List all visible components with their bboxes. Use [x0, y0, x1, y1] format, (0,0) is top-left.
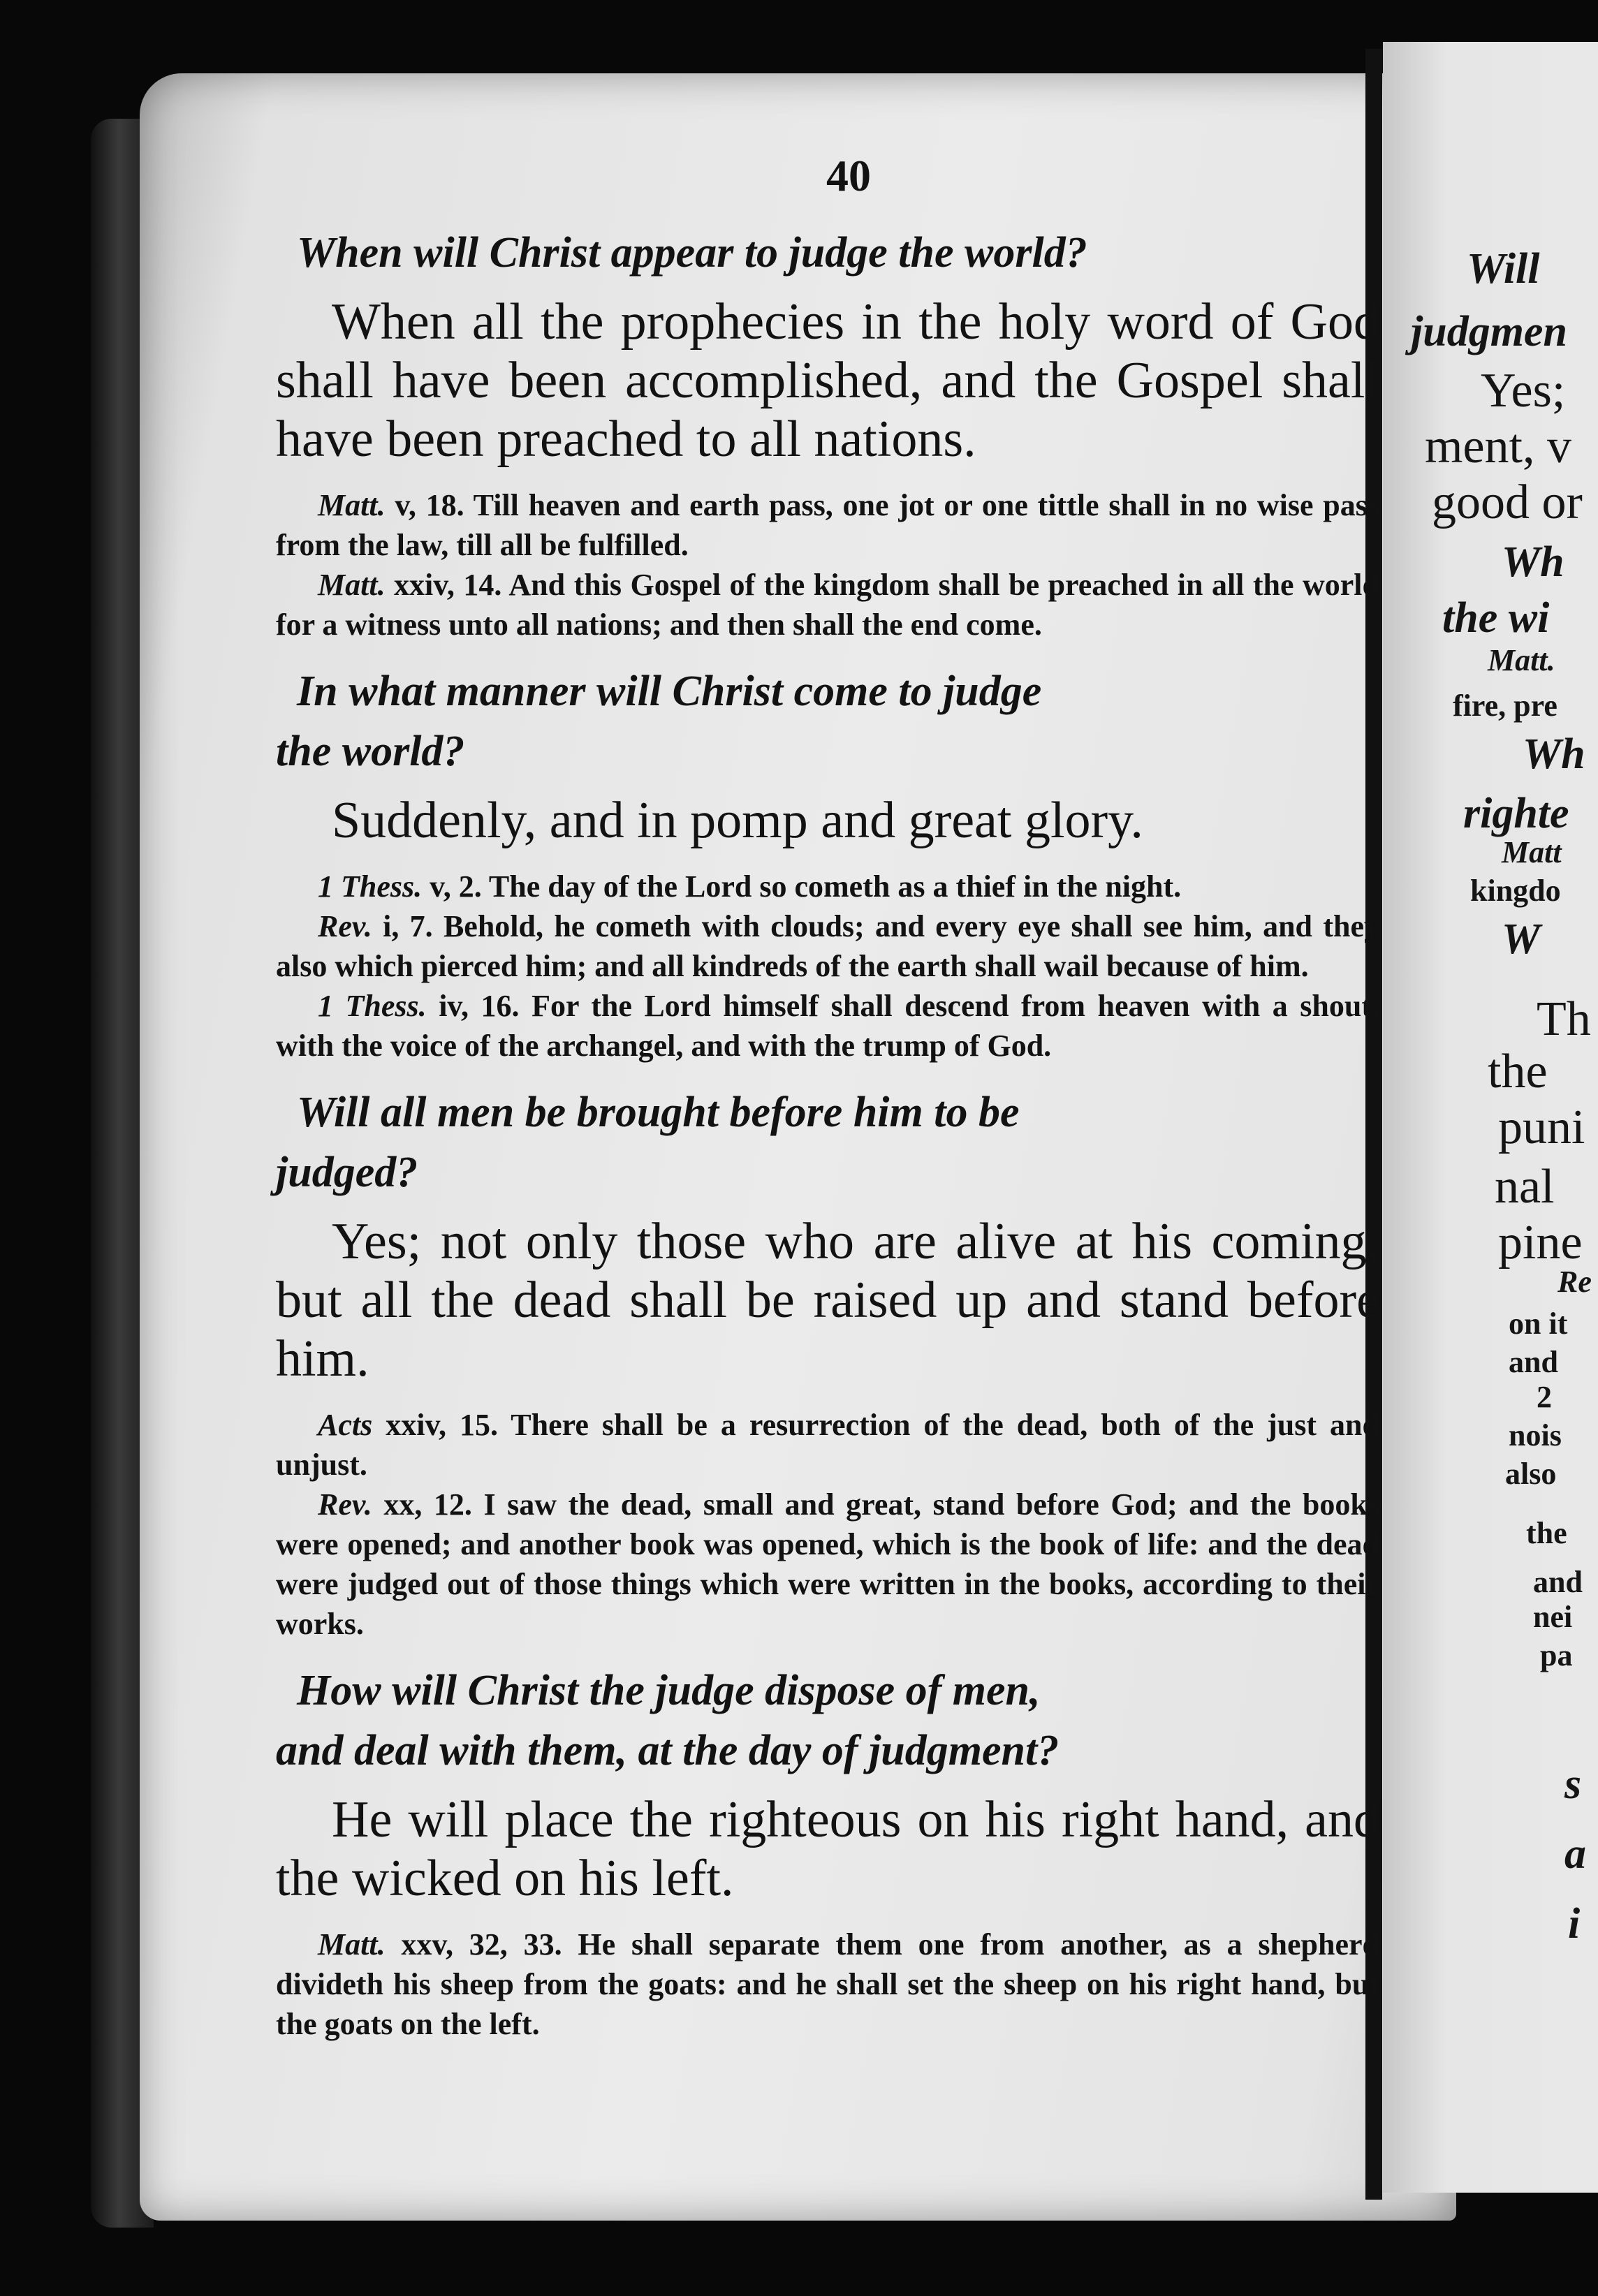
facing-page-fragment: nal [1495, 1160, 1555, 1214]
facing-page-fragment: Matt [1502, 835, 1562, 869]
scripture-citation [276, 1405, 1379, 1485]
facing-page-fragment: judgmen [1411, 308, 1567, 355]
scripture-text: iv, 16. For the Lord himself shall descend from heaven with a shout, with the voice of the archangel, and with the trump of God. [276, 989, 1379, 1063]
facing-page-fragment: i [1568, 1900, 1581, 1948]
facing-page-fragment: pa [1540, 1638, 1573, 1672]
facing-page-fragment: the wi [1442, 594, 1550, 642]
facing-page-fragment: s [1564, 1760, 1582, 1808]
scripture-text: v, 2. The day of the Lord so cometh as a thief in the night. [422, 869, 1182, 904]
facing-page-fragment: 2 [1537, 1380, 1552, 1414]
scripture-text: xxiv, 14. And this Gospel of the kingdom shall be preached in all the world for a witness unto all nations; and then shall the end come. [276, 568, 1379, 642]
facing-page-fragment: and [1509, 1345, 1558, 1379]
facing-page-fragment: puni [1498, 1101, 1585, 1154]
question-heading [276, 1661, 1379, 1781]
question-line: and deal with them, at the day of judgment? [276, 1727, 1060, 1774]
scripture-text: xxv, 32, 33. He shall separate them one from another, as a shepherd divideth his sheep from the goats: and he shall set the sheep on his right hand, but the goats on the left. [276, 1927, 1379, 2041]
facing-page-fragment: Th [1537, 992, 1591, 1046]
scripture-citation [276, 1485, 1379, 1644]
facing-page-fragment: W [1502, 915, 1541, 963]
facing-page-fragment: pine [1498, 1216, 1583, 1270]
facing-page-fragment: Wh [1502, 538, 1564, 586]
facing-page-fragment: righte [1463, 790, 1569, 837]
question-heading [276, 223, 1379, 283]
facing-page-fragment: the [1488, 1045, 1548, 1098]
scripture-reference: Rev. [318, 1487, 372, 1522]
scripture-citation [276, 565, 1379, 645]
scripture-citation [276, 986, 1379, 1066]
facing-page-fragment: Yes; [1481, 364, 1566, 418]
facing-page-fragment: Will [1467, 245, 1540, 293]
scripture-reference: 1 Thess. [318, 869, 423, 904]
question-line: When will Christ appear to judge the world? [297, 229, 1087, 277]
facing-page-fragment: nois [1509, 1418, 1562, 1452]
facing-page-fragment: ment, v [1425, 420, 1571, 473]
facing-page-fragment: a [1564, 1830, 1586, 1878]
scripture-text: xx, 12. I saw the dead, small and great, stand before God; and the books were opened; and another book was opened, which is the book of life: and the dead were judged out of those things which were written in the books, according to their works. [276, 1487, 1379, 1641]
facing-page-fragment: also [1505, 1457, 1557, 1491]
facing-page-fragment: fire, pre [1453, 689, 1557, 723]
scripture-reference: Matt. [318, 1927, 386, 1962]
facing-page-fragment: good or [1432, 476, 1583, 529]
question-line: How will Christ the judge dispose of men, [297, 1667, 1041, 1714]
qa-section [276, 1661, 1379, 2044]
scripture-citation [276, 867, 1379, 906]
qa-section [276, 661, 1379, 1066]
question-line: judged? [276, 1149, 418, 1196]
facing-page-fragment: and [1533, 1565, 1583, 1599]
facing-page-fragment: Wh [1523, 730, 1585, 778]
answer-text: Suddenly, and in pomp and great glory. [332, 792, 1143, 849]
facing-page-fragment: on it [1509, 1307, 1568, 1341]
scripture-citation [276, 906, 1379, 986]
page-number: 40 [826, 151, 871, 200]
scripture-reference: Matt. [318, 488, 386, 522]
scripture-text: xxiv, 15. There shall be a resurrection of the dead, both of the just and unjust. [276, 1408, 1379, 1482]
catechism-sections [276, 223, 1379, 2044]
scripture-reference: 1 Thess. [318, 989, 427, 1023]
question-line: the world? [276, 728, 465, 775]
scripture-reference: Matt. [318, 568, 386, 602]
scripture-reference: Rev. [318, 909, 372, 943]
question-heading [276, 661, 1379, 781]
facing-page-fragment: nei [1533, 1600, 1573, 1634]
scripture-text: i, 7. Behold, he cometh with clouds; and every eye shall see him, and they also which pierced him; and all kindreds of the earth shall wail because of him. [276, 909, 1379, 983]
scripture-reference: Acts [318, 1408, 373, 1442]
question-heading [276, 1082, 1379, 1202]
left-page-content [276, 150, 1379, 2061]
facing-page-fragment: Re [1557, 1265, 1592, 1299]
question-line: In what manner will Christ come to judge [297, 668, 1042, 715]
scripture-text: v, 18. Till heaven and earth pass, one jot or one tittle shall in no wise pass from the law, till all be fulfilled. [276, 488, 1379, 562]
facing-page-fragment: the [1526, 1516, 1567, 1550]
answer-text: Yes; not only those who are alive at his coming, but all the dead shall be raised up and stand before him. [276, 1213, 1379, 1388]
qa-section [276, 223, 1379, 645]
question-line: Will all men be brought before him to be [297, 1089, 1020, 1136]
facing-page-fragment: kingdo [1470, 874, 1561, 908]
answer-text: When all the prophecies in the holy word of God shall have been accomplished, and the Gospel shall have been preached to all nations. [276, 293, 1379, 468]
facing-page-fragment: Matt. [1488, 643, 1555, 677]
scripture-citation [276, 485, 1379, 565]
answer-text: He will place the righteous on his right hand, and the wicked on his left. [276, 1791, 1379, 1907]
scripture-citation [276, 1925, 1379, 2044]
qa-section [276, 1082, 1379, 1644]
